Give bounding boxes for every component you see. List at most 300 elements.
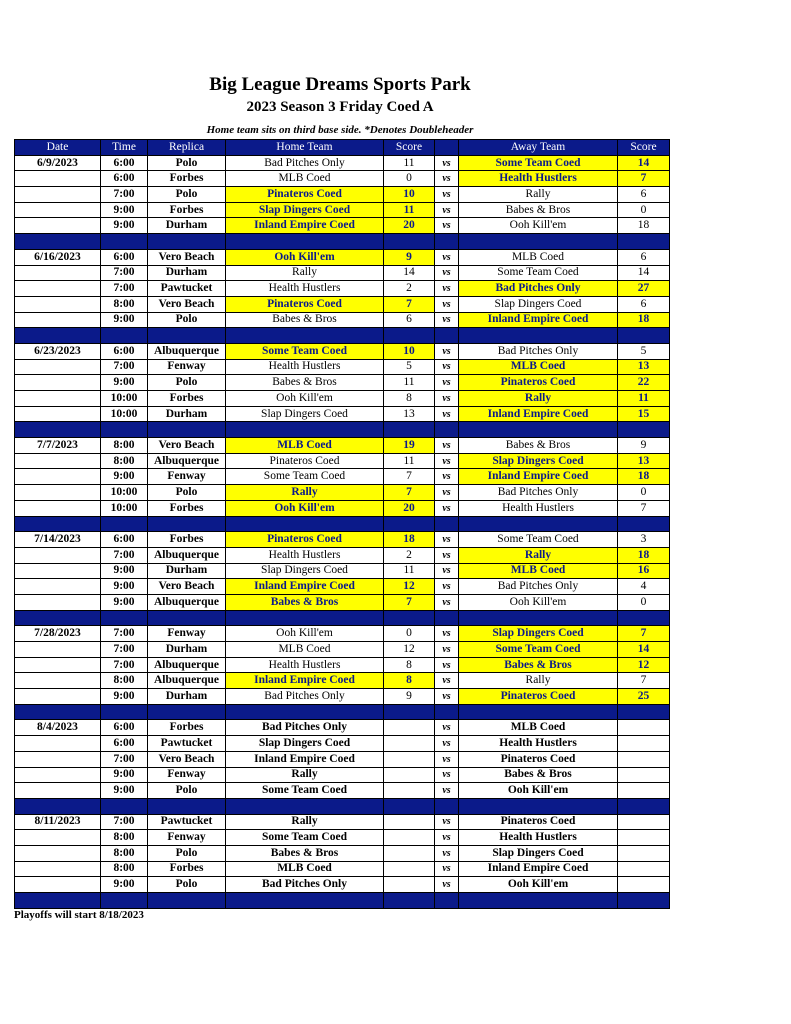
- date-cell: [15, 296, 101, 312]
- replica-cell: Albuquerque: [148, 594, 226, 610]
- time-cell: 9:00: [101, 218, 148, 234]
- table-row: [15, 689, 670, 705]
- separator-cell: [15, 610, 101, 626]
- vs-cell: vs: [435, 249, 459, 265]
- table-row: [15, 155, 670, 171]
- col-header-home-score: Score: [384, 140, 435, 156]
- vs-cell: vs: [435, 814, 459, 830]
- vs-cell: vs: [435, 281, 459, 297]
- time-cell: 8:00: [101, 673, 148, 689]
- table-row: [15, 547, 670, 563]
- table-row: [15, 563, 670, 579]
- page-title: Big League Dreams Sports Park: [209, 74, 471, 95]
- home-score-cell: 5: [384, 359, 435, 375]
- replica-cell: Albuquerque: [148, 547, 226, 563]
- date-cell: [15, 265, 101, 281]
- date-cell: 7/28/2023: [15, 626, 101, 642]
- replica-cell: Polo: [148, 783, 226, 799]
- time-cell: 6:00: [101, 532, 148, 548]
- date-cell: [15, 469, 101, 485]
- table-row: [15, 657, 670, 673]
- separator-cell: [618, 234, 670, 250]
- replica-cell: Durham: [148, 642, 226, 658]
- separator-cell: [459, 422, 618, 438]
- replica-cell: Forbes: [148, 861, 226, 877]
- home-team-cell: Ooh Kill'em: [226, 249, 384, 265]
- separator-cell: [226, 234, 384, 250]
- separator-cell: [148, 798, 226, 814]
- home-score-cell: 12: [384, 579, 435, 595]
- away-team-cell: Pinateros Coed: [459, 751, 618, 767]
- away-score-cell: 12: [618, 657, 670, 673]
- away-team-cell: Ooh Kill'em: [459, 783, 618, 799]
- away-team-cell: Pinateros Coed: [459, 814, 618, 830]
- vs-cell: vs: [435, 469, 459, 485]
- time-cell: 9:00: [101, 579, 148, 595]
- date-cell: [15, 563, 101, 579]
- home-score-cell: 0: [384, 171, 435, 187]
- separator-cell: [384, 328, 435, 344]
- date-cell: [15, 547, 101, 563]
- separator-cell: [435, 798, 459, 814]
- time-cell: 7:00: [101, 359, 148, 375]
- separator-cell: [226, 516, 384, 532]
- separator-cell: [101, 610, 148, 626]
- vs-cell: vs: [435, 751, 459, 767]
- separator-cell: [226, 893, 384, 909]
- home-team-cell: Inland Empire Coed: [226, 751, 384, 767]
- week-separator: [15, 328, 670, 344]
- col-header-vs: [435, 140, 459, 156]
- away-team-cell: Rally: [459, 391, 618, 407]
- time-cell: 7:00: [101, 657, 148, 673]
- vs-cell: vs: [435, 453, 459, 469]
- home-score-cell: 10: [384, 187, 435, 203]
- vs-cell: vs: [435, 155, 459, 171]
- vs-cell: vs: [435, 845, 459, 861]
- away-team-cell: Health Hustlers: [459, 171, 618, 187]
- replica-cell: Polo: [148, 877, 226, 893]
- home-score-cell: [384, 783, 435, 799]
- time-cell: 10:00: [101, 391, 148, 407]
- separator-cell: [226, 422, 384, 438]
- date-cell: [15, 767, 101, 783]
- replica-cell: Polo: [148, 485, 226, 501]
- time-cell: 9:00: [101, 767, 148, 783]
- table-row: [15, 861, 670, 877]
- vs-cell: vs: [435, 359, 459, 375]
- date-cell: 7/14/2023: [15, 532, 101, 548]
- home-score-cell: 9: [384, 249, 435, 265]
- away-team-cell: Slap Dingers Coed: [459, 453, 618, 469]
- replica-cell: Durham: [148, 265, 226, 281]
- vs-cell: vs: [435, 500, 459, 516]
- separator-cell: [148, 704, 226, 720]
- separator-cell: [148, 893, 226, 909]
- table-row: [15, 281, 670, 297]
- away-score-cell: 13: [618, 453, 670, 469]
- vs-cell: vs: [435, 391, 459, 407]
- separator-cell: [384, 798, 435, 814]
- vs-cell: vs: [435, 877, 459, 893]
- away-score-cell: [618, 767, 670, 783]
- table-row: [15, 767, 670, 783]
- separator-cell: [384, 893, 435, 909]
- date-cell: [15, 453, 101, 469]
- home-score-cell: 20: [384, 218, 435, 234]
- date-cell: [15, 187, 101, 203]
- separator-cell: [101, 234, 148, 250]
- table-row: [15, 626, 670, 642]
- date-cell: [15, 751, 101, 767]
- home-score-cell: 2: [384, 281, 435, 297]
- home-score-cell: 0: [384, 626, 435, 642]
- home-team-cell: Pinateros Coed: [226, 532, 384, 548]
- home-score-cell: [384, 877, 435, 893]
- separator-cell: [148, 516, 226, 532]
- table-row: [15, 814, 670, 830]
- home-team-cell: MLB Coed: [226, 438, 384, 454]
- separator-cell: [384, 422, 435, 438]
- away-team-cell: Slap Dingers Coed: [459, 296, 618, 312]
- week-separator: [15, 798, 670, 814]
- separator-cell: [384, 704, 435, 720]
- table-row: [15, 579, 670, 595]
- home-score-cell: 11: [384, 155, 435, 171]
- vs-cell: vs: [435, 626, 459, 642]
- separator-cell: [384, 516, 435, 532]
- date-cell: [15, 657, 101, 673]
- home-score-cell: 2: [384, 547, 435, 563]
- replica-cell: Durham: [148, 563, 226, 579]
- vs-cell: vs: [435, 187, 459, 203]
- time-cell: 9:00: [101, 783, 148, 799]
- date-cell: [15, 579, 101, 595]
- home-score-cell: [384, 736, 435, 752]
- date-cell: [15, 391, 101, 407]
- separator-cell: [459, 798, 618, 814]
- separator-cell: [618, 798, 670, 814]
- home-team-cell: Ooh Kill'em: [226, 391, 384, 407]
- date-cell: [15, 830, 101, 846]
- date-cell: [15, 877, 101, 893]
- away-team-cell: Babes & Bros: [459, 202, 618, 218]
- week-separator: [15, 516, 670, 532]
- table-row: [15, 438, 670, 454]
- away-score-cell: 16: [618, 563, 670, 579]
- date-cell: 8/11/2023: [15, 814, 101, 830]
- away-score-cell: 22: [618, 375, 670, 391]
- separator-cell: [618, 328, 670, 344]
- table-row: [15, 673, 670, 689]
- replica-cell: Polo: [148, 845, 226, 861]
- away-team-cell: Some Team Coed: [459, 265, 618, 281]
- replica-cell: Pawtucket: [148, 814, 226, 830]
- replica-cell: Fenway: [148, 767, 226, 783]
- date-cell: [15, 673, 101, 689]
- time-cell: 8:00: [101, 438, 148, 454]
- date-cell: 6/9/2023: [15, 155, 101, 171]
- separator-cell: [618, 422, 670, 438]
- separator-cell: [15, 516, 101, 532]
- table-row: [15, 265, 670, 281]
- away-team-cell: Pinateros Coed: [459, 689, 618, 705]
- separator-cell: [459, 516, 618, 532]
- vs-cell: vs: [435, 438, 459, 454]
- home-score-cell: 9: [384, 689, 435, 705]
- away-team-cell: Inland Empire Coed: [459, 861, 618, 877]
- home-team-cell: Rally: [226, 767, 384, 783]
- separator-cell: [15, 234, 101, 250]
- away-score-cell: 6: [618, 296, 670, 312]
- home-team-cell: Babes & Bros: [226, 594, 384, 610]
- col-header-away-score: Score: [618, 140, 670, 156]
- home-score-cell: [384, 830, 435, 846]
- replica-cell: Fenway: [148, 626, 226, 642]
- date-cell: [15, 406, 101, 422]
- week-separator: [15, 893, 670, 909]
- table-row: [15, 296, 670, 312]
- table-row: [15, 736, 670, 752]
- replica-cell: Polo: [148, 312, 226, 328]
- away-team-cell: MLB Coed: [459, 720, 618, 736]
- table-row: [15, 171, 670, 187]
- vs-cell: vs: [435, 657, 459, 673]
- replica-cell: Fenway: [148, 830, 226, 846]
- separator-cell: [384, 234, 435, 250]
- away-team-cell: Bad Pitches Only: [459, 579, 618, 595]
- home-team-cell: Slap Dingers Coed: [226, 563, 384, 579]
- table-row: [15, 485, 670, 501]
- separator-cell: [435, 234, 459, 250]
- table-row: [15, 202, 670, 218]
- date-cell: [15, 689, 101, 705]
- separator-cell: [459, 893, 618, 909]
- separator-cell: [435, 893, 459, 909]
- home-team-cell: Health Hustlers: [226, 657, 384, 673]
- table-row: [15, 594, 670, 610]
- separator-cell: [618, 893, 670, 909]
- home-team-cell: MLB Coed: [226, 642, 384, 658]
- vs-cell: vs: [435, 312, 459, 328]
- away-team-cell: Inland Empire Coed: [459, 469, 618, 485]
- away-team-cell: Bad Pitches Only: [459, 281, 618, 297]
- separator-cell: [459, 610, 618, 626]
- vs-cell: vs: [435, 783, 459, 799]
- away-score-cell: 14: [618, 642, 670, 658]
- time-cell: 10:00: [101, 500, 148, 516]
- home-team-cell: Babes & Bros: [226, 375, 384, 391]
- home-team-cell: Health Hustlers: [226, 359, 384, 375]
- home-score-cell: 20: [384, 500, 435, 516]
- separator-cell: [384, 610, 435, 626]
- separator-cell: [15, 798, 101, 814]
- table-row: [15, 720, 670, 736]
- separator-cell: [459, 328, 618, 344]
- time-cell: 7:00: [101, 751, 148, 767]
- separator-cell: [101, 422, 148, 438]
- date-cell: [15, 171, 101, 187]
- vs-cell: vs: [435, 532, 459, 548]
- replica-cell: Albuquerque: [148, 453, 226, 469]
- separator-cell: [148, 328, 226, 344]
- away-score-cell: 7: [618, 626, 670, 642]
- table-row: [15, 469, 670, 485]
- home-score-cell: 7: [384, 594, 435, 610]
- week-separator: [15, 704, 670, 720]
- home-team-cell: Health Hustlers: [226, 547, 384, 563]
- date-cell: [15, 312, 101, 328]
- time-cell: 7:00: [101, 547, 148, 563]
- away-team-cell: Health Hustlers: [459, 830, 618, 846]
- schedule-table: [14, 139, 670, 909]
- replica-cell: Polo: [148, 375, 226, 391]
- home-score-cell: 7: [384, 469, 435, 485]
- time-cell: 9:00: [101, 594, 148, 610]
- date-cell: [15, 281, 101, 297]
- replica-cell: Forbes: [148, 391, 226, 407]
- replica-cell: Forbes: [148, 202, 226, 218]
- vs-cell: vs: [435, 218, 459, 234]
- separator-cell: [226, 610, 384, 626]
- home-score-cell: 18: [384, 532, 435, 548]
- home-team-cell: Babes & Bros: [226, 845, 384, 861]
- away-team-cell: Some Team Coed: [459, 642, 618, 658]
- table-row: [15, 312, 670, 328]
- away-score-cell: 18: [618, 469, 670, 485]
- separator-cell: [226, 328, 384, 344]
- away-score-cell: 18: [618, 312, 670, 328]
- table-row: [15, 406, 670, 422]
- replica-cell: Forbes: [148, 720, 226, 736]
- home-score-cell: [384, 767, 435, 783]
- home-score-cell: 11: [384, 563, 435, 579]
- away-score-cell: 25: [618, 689, 670, 705]
- away-score-cell: 7: [618, 673, 670, 689]
- vs-cell: vs: [435, 579, 459, 595]
- home-score-cell: 13: [384, 406, 435, 422]
- separator-cell: [15, 422, 101, 438]
- time-cell: 9:00: [101, 202, 148, 218]
- away-team-cell: Rally: [459, 547, 618, 563]
- home-team-cell: MLB Coed: [226, 171, 384, 187]
- date-cell: 7/7/2023: [15, 438, 101, 454]
- date-cell: [15, 485, 101, 501]
- time-cell: 6:00: [101, 249, 148, 265]
- time-cell: 8:00: [101, 861, 148, 877]
- vs-cell: vs: [435, 861, 459, 877]
- date-cell: [15, 594, 101, 610]
- away-team-cell: Some Team Coed: [459, 532, 618, 548]
- replica-cell: Vero Beach: [148, 751, 226, 767]
- vs-cell: vs: [435, 485, 459, 501]
- separator-cell: [226, 704, 384, 720]
- week-separator: [15, 610, 670, 626]
- table-row: [15, 375, 670, 391]
- away-team-cell: Inland Empire Coed: [459, 312, 618, 328]
- away-team-cell: Rally: [459, 187, 618, 203]
- time-cell: 8:00: [101, 453, 148, 469]
- vs-cell: vs: [435, 171, 459, 187]
- date-cell: [15, 359, 101, 375]
- time-cell: 7:00: [101, 281, 148, 297]
- separator-cell: [101, 893, 148, 909]
- col-header-away-team: Away Team: [459, 140, 618, 156]
- away-score-cell: 0: [618, 485, 670, 501]
- away-score-cell: 6: [618, 249, 670, 265]
- separator-cell: [101, 704, 148, 720]
- table-row: [15, 783, 670, 799]
- away-team-cell: Babes & Bros: [459, 657, 618, 673]
- time-cell: 6:00: [101, 171, 148, 187]
- separator-cell: [101, 328, 148, 344]
- away-team-cell: Babes & Bros: [459, 767, 618, 783]
- away-team-cell: Ooh Kill'em: [459, 218, 618, 234]
- date-cell: 6/16/2023: [15, 249, 101, 265]
- away-score-cell: [618, 720, 670, 736]
- table-row: [15, 343, 670, 359]
- home-team-cell: Inland Empire Coed: [226, 673, 384, 689]
- table-row: [15, 359, 670, 375]
- table-row: [15, 532, 670, 548]
- replica-cell: Albuquerque: [148, 673, 226, 689]
- vs-cell: vs: [435, 736, 459, 752]
- home-team-cell: Bad Pitches Only: [226, 155, 384, 171]
- away-team-cell: Health Hustlers: [459, 500, 618, 516]
- away-score-cell: 14: [618, 155, 670, 171]
- vs-cell: vs: [435, 673, 459, 689]
- home-score-cell: [384, 845, 435, 861]
- away-team-cell: Inland Empire Coed: [459, 406, 618, 422]
- vs-cell: vs: [435, 720, 459, 736]
- week-separator: [15, 422, 670, 438]
- replica-cell: Durham: [148, 689, 226, 705]
- replica-cell: Vero Beach: [148, 438, 226, 454]
- home-score-cell: 8: [384, 391, 435, 407]
- home-team-cell: Pinateros Coed: [226, 453, 384, 469]
- home-score-cell: 7: [384, 485, 435, 501]
- separator-cell: [15, 328, 101, 344]
- home-score-cell: 19: [384, 438, 435, 454]
- home-team-cell: Bad Pitches Only: [226, 720, 384, 736]
- away-score-cell: [618, 736, 670, 752]
- vs-cell: vs: [435, 406, 459, 422]
- time-cell: 6:00: [101, 720, 148, 736]
- vs-cell: vs: [435, 547, 459, 563]
- time-cell: 10:00: [101, 485, 148, 501]
- time-cell: 7:00: [101, 814, 148, 830]
- playoffs-note: Playoffs will start 8/18/2023: [14, 909, 144, 921]
- separator-cell: [459, 234, 618, 250]
- replica-cell: Durham: [148, 406, 226, 422]
- date-cell: [15, 375, 101, 391]
- table-row: [15, 249, 670, 265]
- away-score-cell: 18: [618, 547, 670, 563]
- separator-cell: [148, 234, 226, 250]
- away-score-cell: 0: [618, 202, 670, 218]
- home-team-cell: Babes & Bros: [226, 312, 384, 328]
- date-cell: [15, 642, 101, 658]
- home-team-cell: Bad Pitches Only: [226, 877, 384, 893]
- home-score-cell: [384, 814, 435, 830]
- home-score-cell: 7: [384, 296, 435, 312]
- away-score-cell: 0: [618, 594, 670, 610]
- away-score-cell: 7: [618, 171, 670, 187]
- col-header-home-team: Home Team: [226, 140, 384, 156]
- time-cell: 7:00: [101, 265, 148, 281]
- replica-cell: Forbes: [148, 500, 226, 516]
- time-cell: 9:00: [101, 563, 148, 579]
